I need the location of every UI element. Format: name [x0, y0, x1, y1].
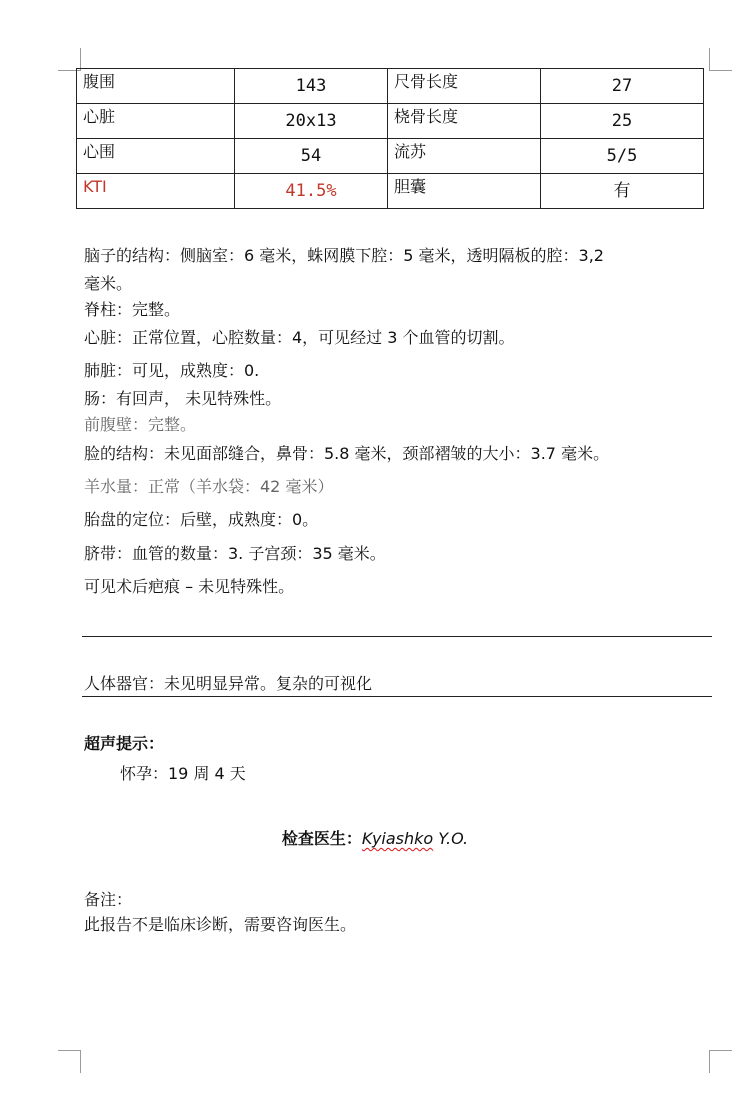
finding-abdominal-wall: 前腹壁：完整。: [84, 415, 197, 434]
table-cell-value: 54: [235, 139, 388, 174]
finding-spine: 脊柱：完整。: [84, 300, 181, 319]
conclusion-title: 超声提示：: [84, 734, 165, 753]
table-cell-label: 心围: [77, 139, 235, 174]
table-cell-label: KTI: [77, 174, 235, 209]
doctor-initials: Y.O.: [433, 829, 469, 848]
table-cell-label: 尺骨长度: [388, 69, 541, 104]
conclusion-text: 怀孕：19 周 4 天: [120, 764, 246, 783]
table-cell-value: 20x13: [235, 104, 388, 139]
divider: [82, 636, 712, 637]
table-row: [77, 69, 704, 104]
note-text: 此报告不是临床诊断，需要咨询医生。: [84, 915, 357, 934]
table-row: [77, 174, 704, 209]
table-cell-label: 腹围: [77, 69, 235, 104]
table-cell-value: 143: [235, 69, 388, 104]
finding-heart: 心脏：正常位置，心腔数量：4，可见经过 3 个血管的切割。: [84, 328, 515, 347]
table-cell-value: 41.5%: [235, 174, 388, 209]
divider: [82, 696, 712, 697]
finding-umbilical-cord: 脐带：血管的数量：3. 子宫颈：35 毫米。: [84, 544, 386, 563]
page-corner-mark-top-right: [709, 48, 732, 71]
finding-brain-line-1: 脑子的结构：侧脑室：6 毫米，蛛网膜下腔：5 毫米，透明隔板的腔：3,2: [84, 246, 604, 265]
table-row: [77, 104, 704, 139]
finding-amniotic-fluid: 羊水量：正常（羊水袋：42 毫米）: [84, 477, 334, 496]
finding-brain-line-2: 毫米。: [84, 274, 133, 293]
finding-lungs: 肺脏：可见，成熟度：0.: [84, 361, 260, 380]
table-cell-value: 25: [541, 104, 704, 139]
finding-face: 脸的结构：未见面部缝合，鼻骨：5.8 毫米，颈部褶皱的大小：3.7 毫米。: [84, 444, 610, 463]
table-row: [77, 139, 704, 174]
page-corner-mark-bottom-left: [58, 1050, 81, 1073]
organs-summary: 人体器官：未见明显异常。复杂的可视化: [84, 674, 373, 693]
page-corner-mark-bottom-right: [709, 1050, 732, 1073]
table-cell-label: 心脏: [77, 104, 235, 139]
table-cell-value: 5/5: [541, 139, 704, 174]
measurement-table: [76, 68, 704, 209]
table-cell-label: 流苏: [388, 139, 541, 174]
note-title: 备注：: [84, 890, 133, 909]
doctor-label: 检查医生：: [281, 829, 362, 848]
table-cell-value: 有: [541, 174, 704, 209]
finding-intestine: 肠：有回声， 未见特殊性。: [84, 389, 282, 408]
finding-scar: 可见术后疤痕 – 未见特殊性。: [84, 577, 295, 596]
table-cell-value: 27: [541, 69, 704, 104]
doctor-name: Kyiashko: [361, 829, 434, 848]
table-cell-label: 胆囊: [388, 174, 541, 209]
finding-placenta: 胎盘的定位：后壁，成熟度：0。: [84, 510, 319, 529]
table-cell-label: 桡骨长度: [388, 104, 541, 139]
examining-doctor: [0, 826, 750, 849]
